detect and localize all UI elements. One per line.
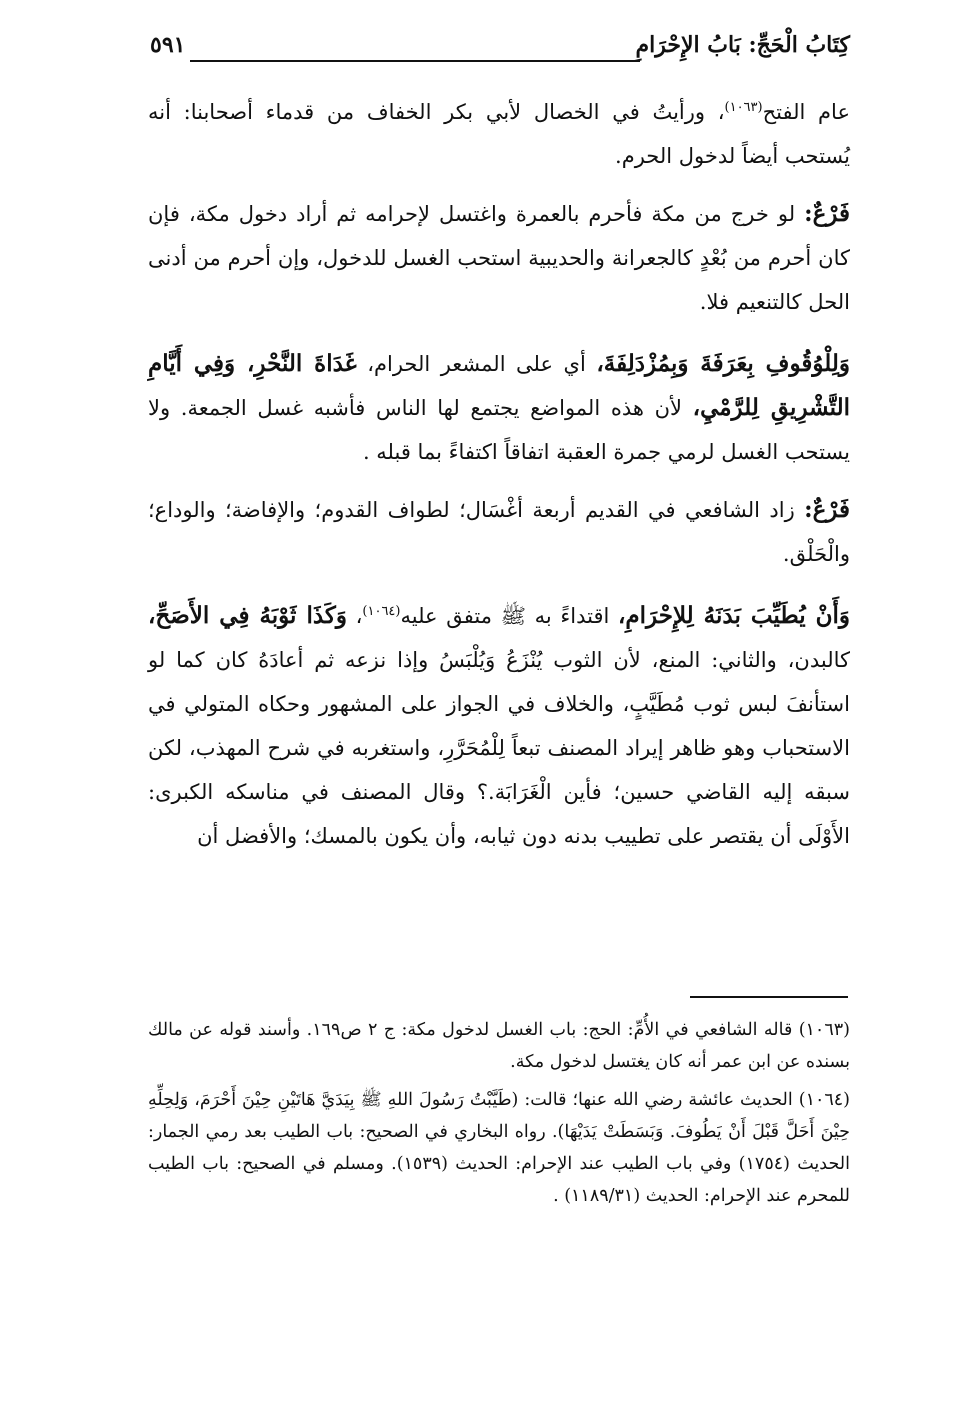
matn-text: وَأَنْ يُطَيِّبَ بَدَنَهُ لِلإِحْرَامِ،	[617, 602, 851, 629]
footnote-1063	[148, 1014, 850, 1078]
branch-label: فَرْعٌ:	[804, 496, 850, 523]
paragraph-3	[148, 342, 850, 474]
text-span: اقتداءً به ﷺ متفق عليه	[400, 604, 618, 628]
text-span: لأن هذه المواضع يجتمع لها الناس فأشبه غسل الجمعة. ولا يستحب الغسل لرمي جمرة العقبة اتفاقاً اكتفاءً بما قبله .	[148, 396, 850, 464]
text-span: كالبدن، والثاني: المنع، لأن الثوب يُنْزَعُ وَيُلْبَسُ وإذا نزعه ثم أعادَهُ كان كما لو استأنفَ لبس ثوب مُطَيَّبٍ، والخلاف في الجواز على المشهور وحكاه المتولي في الاستحباب وهو ظاهر إيراد المصنف تبعاً لِلْمُحَرَّرِ، واستغربه في شرح المهذب، لكن سبقه إليه القاضي حسين؛ فأين الْغَرَابَة.؟ وقال المصنف في مناسكه الكبرى: الأَوْلَى أن يقتصر على تطييب بدنه دون ثيابه، وأن يكون بالمسك؛ والأفضل أن	[148, 648, 850, 848]
spacer	[148, 178, 850, 192]
text-span: ، ورأيتُ في الخصال لأبي بكر الخفاف من قدماء أصحابنا: أنه يُستحب أيضاً لدخول الحرم.	[148, 100, 850, 168]
page-header	[150, 30, 850, 70]
header-rule	[190, 60, 640, 62]
footnote-separator	[690, 996, 848, 998]
spacer	[148, 324, 850, 342]
matn-text: وَلِلْوُقُوفِ بِعَرَفَةَ وَبِمُزْدَلِفَةَ،	[596, 350, 850, 377]
main-text	[148, 90, 850, 858]
paragraph-5	[148, 594, 850, 858]
spacer	[148, 474, 850, 488]
footnote-text: قاله الشافعي في الأُمِّ: الحج: باب الغسل لدخول مكة: ج ٢ ص١٦٩. وأسند قوله عن مالك بسنده عن ابن عمر أنه كان يغتسل لدخول مكة.	[148, 1020, 850, 1072]
text-span: لو خرج من مكة فأحرم بالعمرة واغتسل لإحرامه ثم أراد دخول مكة، فإن كان أحرم من بُعْدٍ كالجعرانة والحديبية استحب الغسل للدخول، وإن أحرم من أدنى الحل كالتنعيم فلا.	[148, 202, 850, 314]
footnotes	[148, 1014, 850, 1218]
paragraph-4	[148, 488, 850, 576]
footnote-number: (١٠٦٤)	[798, 1090, 850, 1110]
footnote-number: (١٠٦٣)	[798, 1020, 850, 1040]
text-span: زاد الشافعي في القديم أربعة أغْسَال؛ لطواف القدوم؛ والإفاضة؛ والوداع؛ والْحَلْق.	[148, 498, 850, 566]
paragraph-2	[148, 192, 850, 324]
footnote-text: الحديث عائشة رضي الله عنها؛ قالت: (طَيَّبْتُ رَسُولَ اللهِ ﷺ بِيَدَيَّ هَاتَيْنِ حِيْنَ أَحْرَمَ، وَلِحِلِّهِ حِيْنَ أَحَلَّ قَبْلَ أَنْ يَطُوفَ. وَبَسَطَتْ يَدَيْهَا). رواه البخاري في الصحيح: باب الطيب بعد رمي الجمار: الحديث (١٧٥٤) وفي باب الطيب عند الإحرام: الحديث (١٥٣٩). ومسلم في الصحيح: باب الطيب للمحرم عند الإحرام: الحديث (١١٨٩/٣١) .	[148, 1090, 850, 1206]
page-number: ٥٩١	[150, 32, 186, 58]
footnote-ref-1064: (١٠٦٤)	[362, 604, 401, 619]
paragraph-1	[148, 90, 850, 178]
footnote-1064	[148, 1084, 850, 1212]
branch-label: فَرْعٌ:	[804, 200, 850, 227]
text-span: عام الفتح	[762, 100, 850, 124]
running-title: كِتَابُ الْحَجِّ: بَابُ الإِحْرَامِ	[635, 32, 850, 58]
matn-text: وَكَذَا ثَوْبَهُ فِي الأَصَحِّ،	[148, 602, 347, 629]
matn-text: غَدَاةَ النَّحْرِ، وَفِي أَيَّامِ التَّشْرِيقِ لِلرَّمْيِ،	[148, 350, 850, 421]
text-span: أي على المشعر الحرام،	[356, 352, 597, 376]
text-span: ،	[346, 604, 363, 628]
spacer	[148, 576, 850, 594]
footnote-ref-1063: (١٠٦٣)	[724, 100, 763, 115]
